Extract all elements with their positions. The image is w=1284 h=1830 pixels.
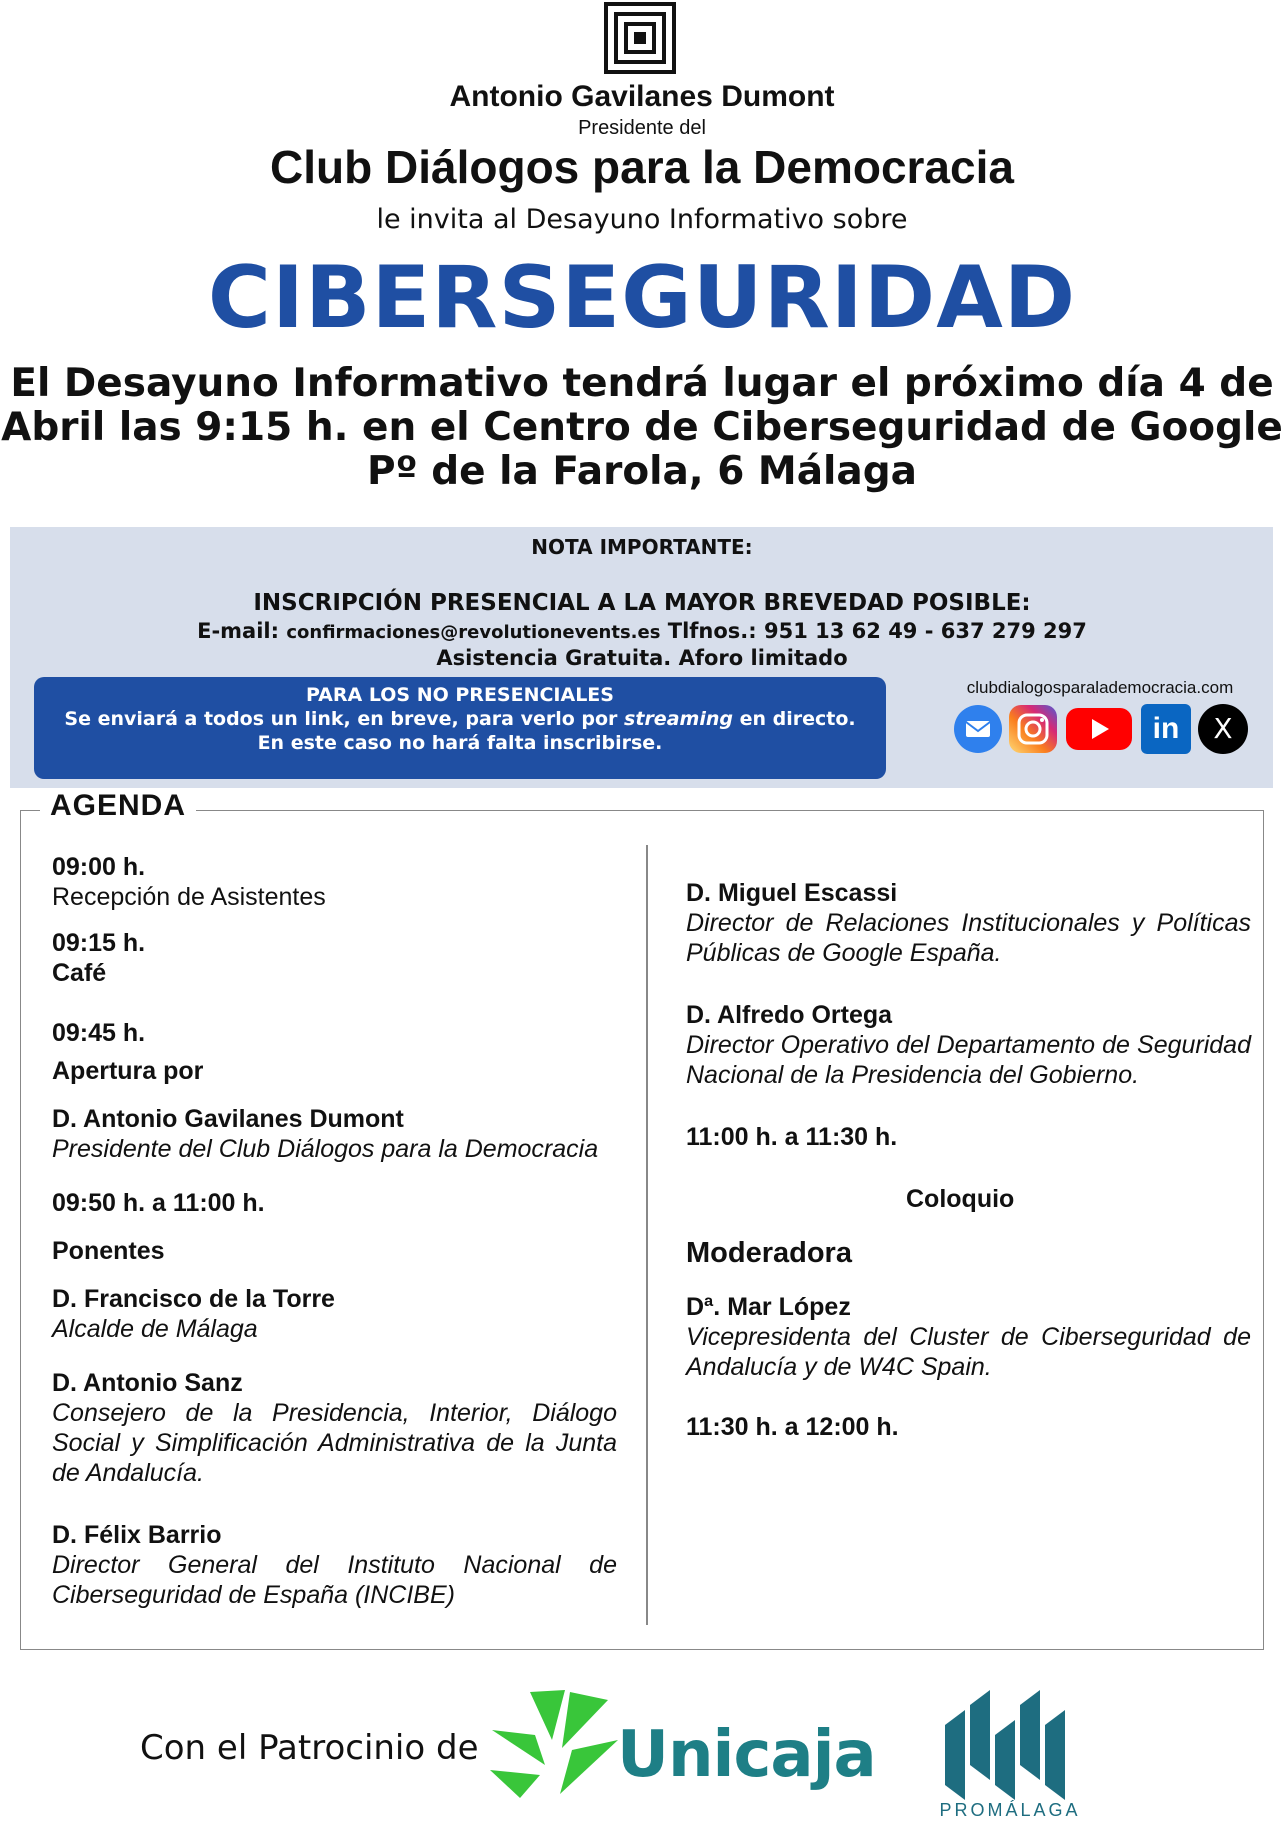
streaming-line-1: Se enviará a todos un link, en breve, para verlo por streaming en directo. — [64, 708, 856, 730]
event-line-2: Abril las 9:15 h. en el Centro de Ciberseguridad de Google — [1, 405, 1283, 450]
speaker-role: Director Operativo del Departamento de Seguridad Nacional de la Presidencia del Gobierno. — [686, 1031, 1251, 1089]
speaker-name: D. Francisco de la Torre — [52, 1285, 335, 1313]
streaming-line-2: En este caso no hará falta inscribirse. — [257, 732, 663, 754]
club-name: Club Diálogos para la Democracia — [270, 141, 1014, 193]
time-4: 09:50 h. a 11:00 h. — [52, 1189, 265, 1217]
item-coffee: Café — [52, 959, 107, 987]
speaker-role: Alcalde de Málaga — [52, 1315, 258, 1343]
speaker-role: Director General del Instituto Nacional de Ciberseguridad de España (INCIBE) — [52, 1551, 617, 1609]
mail-icon[interactable] — [953, 704, 1003, 754]
registration-title: INSCRIPCIÓN PRESENCIAL A LA MAYOR BREVEDAD POSIBLE: — [253, 590, 1031, 616]
linkedin-icon[interactable]: in — [1141, 704, 1191, 754]
streaming-word: streaming — [624, 708, 733, 730]
agenda-left-column — [52, 852, 617, 1610]
moderator-label: Moderadora — [686, 1237, 852, 1269]
youtube-icon[interactable] — [1065, 704, 1133, 754]
agenda-right-column — [686, 878, 1251, 1442]
speaker-name: D. Miguel Escassi — [686, 879, 898, 907]
time-5: 11:00 h. a 11:30 h. — [686, 1123, 898, 1151]
speaker-role: Presidente del Club Diálogos para la Democracia — [52, 1135, 599, 1163]
speakers-label: Ponentes — [52, 1237, 165, 1265]
club-logo-icon — [604, 2, 676, 74]
phone-label: Tlfnos.: — [667, 619, 757, 643]
promalaga-logo-icon — [945, 1690, 1070, 1800]
time-3: 09:45 h. — [52, 1019, 146, 1047]
agenda-title: AGENDA — [40, 789, 196, 823]
host-role: Presidente del — [578, 117, 706, 139]
email-link[interactable]: confirmaciones@revolutionevents.es — [286, 622, 661, 643]
unicaja-logo-text: Unicaja — [617, 1718, 876, 1792]
colloquium-label: Coloquio — [906, 1185, 1015, 1213]
free-entry-text: Asistencia Gratuita. Aforo limitado — [436, 646, 848, 670]
speaker-name: D. Félix Barrio — [52, 1521, 222, 1549]
unicaja-leaf-icon — [490, 1690, 620, 1800]
speaker-name: D. Alfredo Ortega — [686, 1001, 893, 1029]
streaming-box — [34, 677, 886, 779]
event-line-3: Pº de la Farola, 6 Málaga — [367, 449, 917, 494]
notice-title: NOTA IMPORTANTE: — [531, 535, 753, 559]
instagram-icon[interactable] — [1008, 704, 1058, 754]
invite-text: le invita al Desayuno Informativo sobre — [376, 204, 908, 235]
website-link[interactable]: clubdialogosparalademocracia.com — [966, 678, 1234, 697]
event-line-1: El Desayuno Informativo tendrá lugar el próximo día 4 de — [10, 361, 1274, 406]
topic-title: CIBERSEGURIDAD — [207, 248, 1077, 348]
host-name: Antonio Gavilanes Dumont — [449, 80, 835, 113]
contact-line — [0, 619, 1284, 643]
email-label: E-mail: — [197, 619, 280, 643]
sponsor-text: Con el Patrocinio de — [140, 1728, 479, 1768]
speaker-role: Consejero de la Presidencia, Interior, Diálogo Social y Simplificación Administrativa de la Junta de Andalucía. — [52, 1399, 617, 1487]
speaker-name: D. Antonio Sanz — [52, 1369, 243, 1397]
time-2: 09:15 h. — [52, 929, 146, 957]
promalaga-logo-text: PROMÁLAGA — [939, 1800, 1081, 1820]
phone-numbers: 951 13 62 49 - 637 279 297 — [763, 619, 1087, 643]
speaker-role: Vicepresidenta del Cluster de Ciberseguridad de Andalucía y de W4C Spain. — [686, 1323, 1251, 1381]
speaker-role: Director de Relaciones Institucionales y Políticas Públicas de Google España. — [686, 909, 1251, 967]
x-icon[interactable]: X — [1198, 704, 1248, 754]
streaming-title: PARA LOS NO PRESENCIALES — [306, 684, 614, 706]
item-reception: Recepción de Asistentes — [52, 883, 326, 911]
item-opening: Apertura por — [52, 1057, 204, 1085]
speaker-name: D. Antonio Gavilanes Dumont — [52, 1105, 404, 1133]
agenda-divider — [646, 845, 648, 1625]
time-6: 11:30 h. a 12:00 h. — [686, 1413, 899, 1441]
time-1: 09:00 h. — [52, 853, 146, 881]
speaker-name: Dª. Mar López — [686, 1293, 851, 1321]
